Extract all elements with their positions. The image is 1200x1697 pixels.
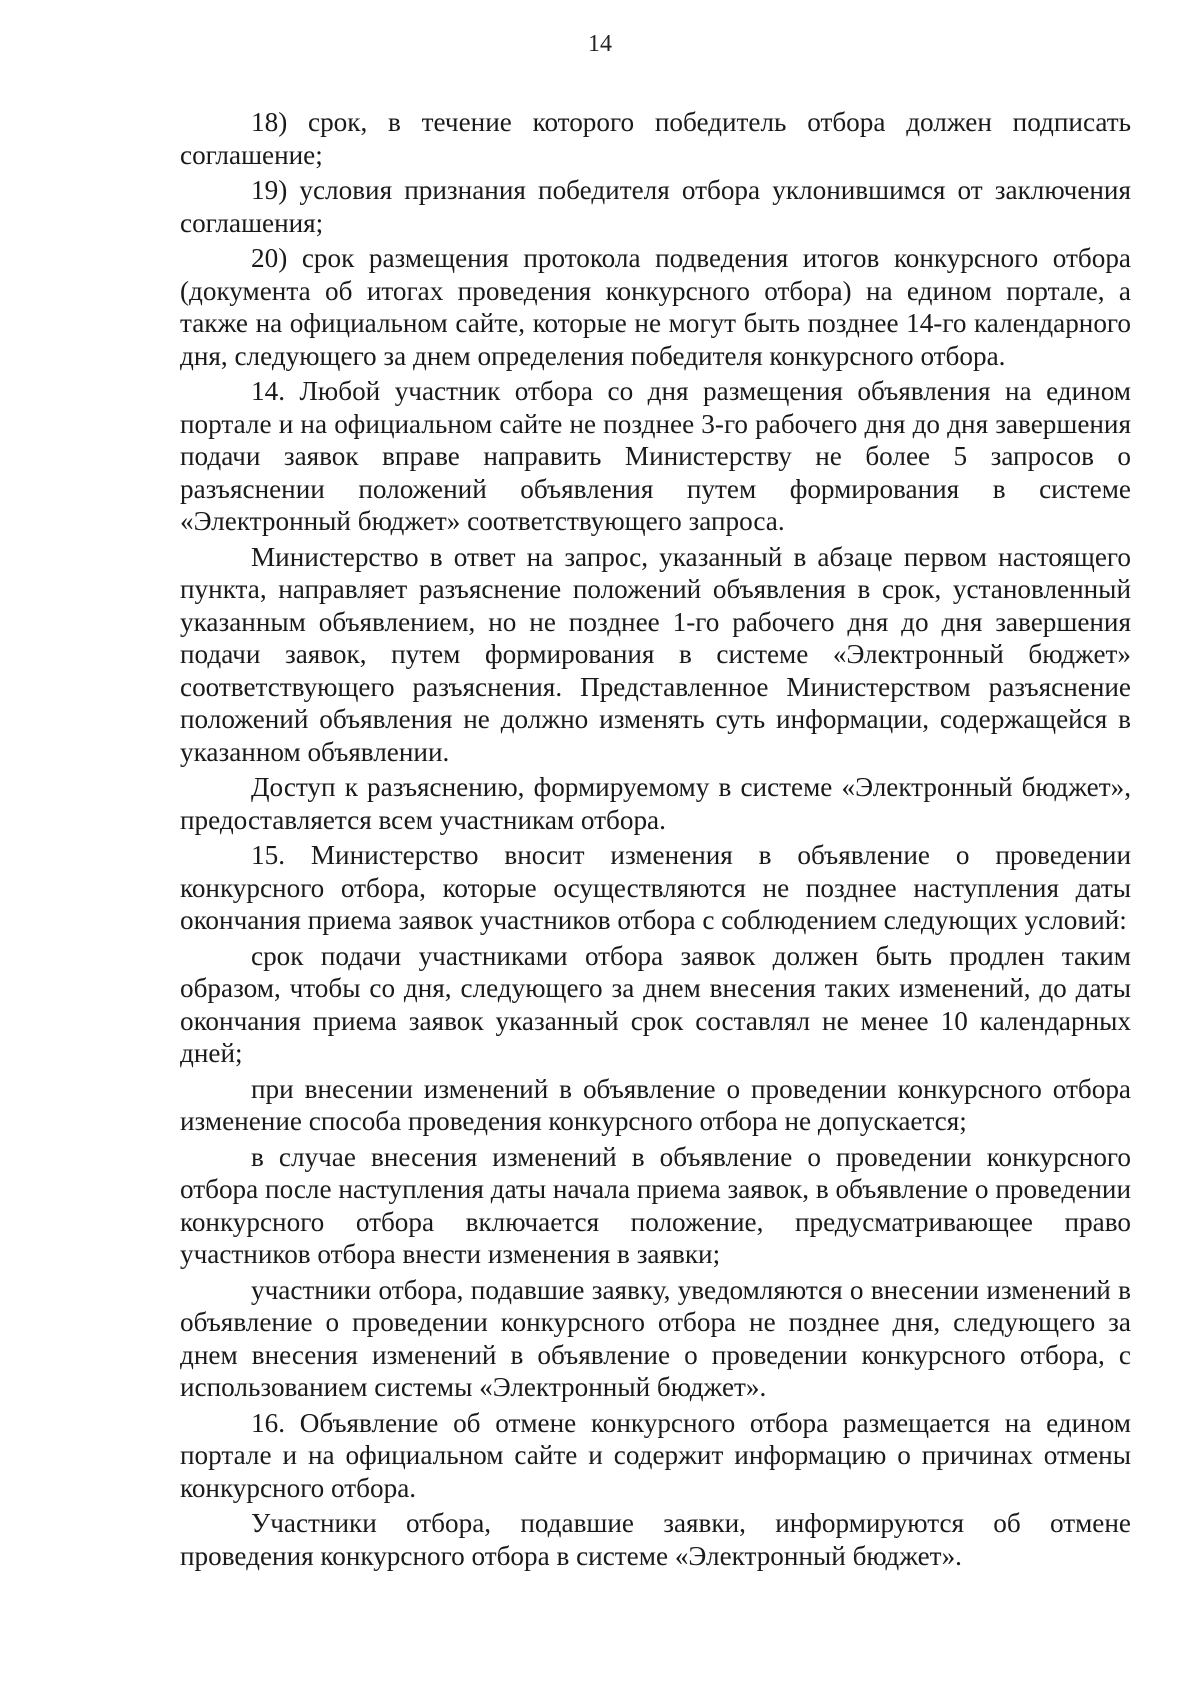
paragraph-ministry-reply: Министерство в ответ на запрос, указанный в абзаце первом настоящего пункта, направляет разъяснение положений объявления в срок, установленный указанным объявлением, но не позднее 1-го рабочего дня до дня завершения подачи заявок, путем формирования в системе «Электронный бюджет» соответствующего разъяснения. Представленное Министерством разъяснение положений объявления не должно изменять суть информации, содержащейся в указанном объявлении. <box>180 541 1131 767</box>
paragraph-item-20: 20) срок размещения протокола подведения итогов конкурсного отбора (документа об итогах проведения конкурсного отбора) на едином портале, а также на официальном сайте, которые не могут быть позднее 14-го календарного дня, следующего за днем определения победителя конкурсного отбора. <box>180 243 1131 371</box>
paragraph-clause-16: 16. Объявление об отмене конкурсного отбора размещается на едином портале и на официальном сайте и содержит информацию о причинах отмены конкурсного отбора. <box>180 1407 1131 1503</box>
page-number: 14 <box>588 31 612 57</box>
document-body <box>180 106 1131 1575</box>
paragraph-condition-deadline: срок подачи участниками отбора заявок должен быть продлен таким образом, чтобы со дня, следующего за днем внесения таких изменений, до даты окончания приема заявок указанный срок составлял не менее 10 календарных дней; <box>180 940 1131 1068</box>
paragraph-cancellation-notice: Участники отбора, подавшие заявки, информируются об отмене проведения конкурсного отбора в системе «Электронный бюджет». <box>180 1508 1131 1571</box>
paragraph-condition-changes: в случае внесения изменений в объявление о проведении конкурсного отбора после наступления даты начала приема заявок, в объявление о проведении конкурсного отбора включается положение, предусматривающее право участников отбора внести изменения в заявки; <box>180 1141 1131 1269</box>
paragraph-clause-15: 15. Министерство вносит изменения в объявление о проведении конкурсного отбора, которые осуществляются не позднее наступления даты окончания приема заявок участников отбора с соблюдением следующих условий: <box>180 840 1131 935</box>
paragraph-item-19: 19) условия признания победителя отбора уклонившимся от заключения соглашения; <box>180 175 1131 238</box>
paragraph-item-18: 18) срок, в течение которого победитель отбора должен подписать соглашение; <box>180 107 1131 170</box>
paragraph-condition-method: при внесении изменений в объявление о проведении конкурсного отбора изменение способа проведения конкурсного отбора не допускается; <box>180 1073 1131 1136</box>
paragraph-clause-14: 14. Любой участник отбора со дня размещения объявления на едином портале и на официальном сайте не позднее 3-го рабочего дня до дня завершения подачи заявок вправе направить Министерству не более 5 запросов о разъяснении положений объявления путем формирования в системе «Электронный бюджет» соответствующего запроса. <box>180 376 1131 536</box>
paragraph-condition-notify: участники отбора, подавшие заявку, уведомляются о внесении изменений в объявление о проведении конкурсного отбора не позднее дня, следующего за днем внесения изменений в объявление о проведении конкурсного отбора, с использованием системы «Электронный бюджет». <box>180 1274 1131 1402</box>
paragraph-access-clarification: Доступ к разъяснению, формируемому в системе «Электронный бюджет», предоставляется всем участникам отбора. <box>180 772 1131 835</box>
